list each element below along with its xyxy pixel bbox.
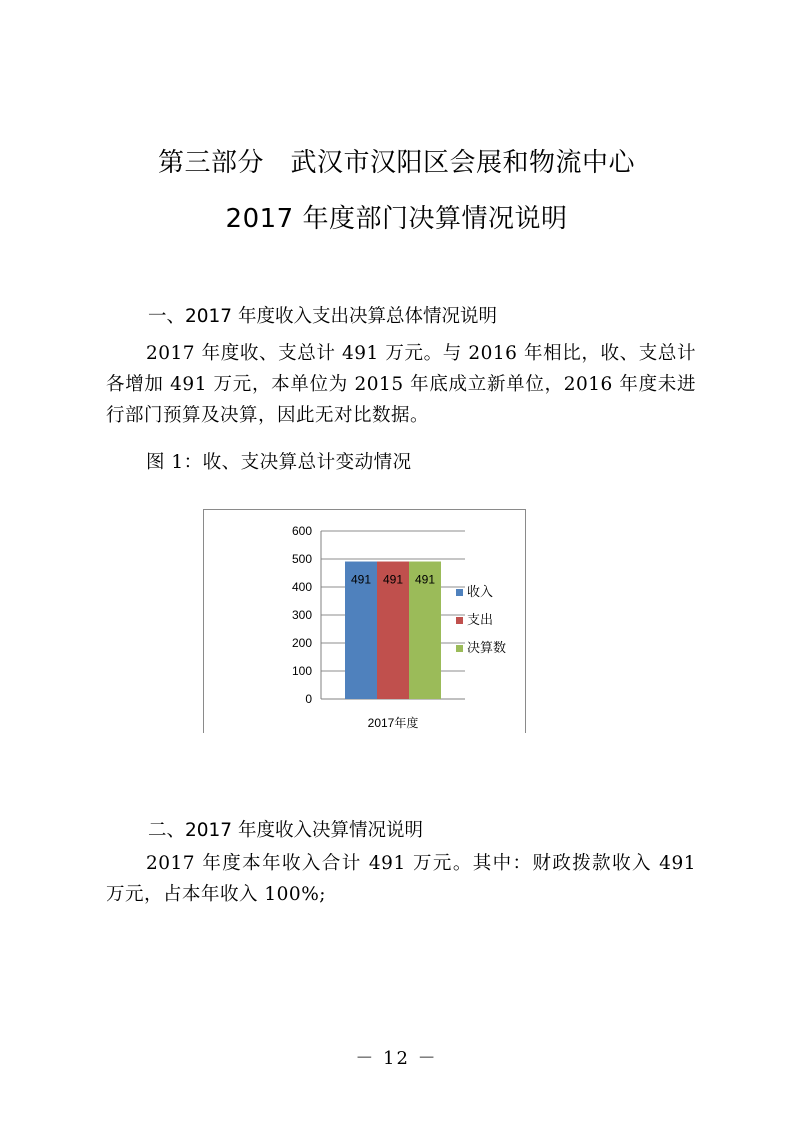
page-number: － 12 － bbox=[355, 1048, 438, 1069]
bar-data-label: 491 bbox=[414, 572, 436, 587]
legend-swatch-决算数 bbox=[456, 645, 463, 652]
section1-heading: 一、2017 年度收入支出决算总体情况说明 bbox=[148, 306, 497, 327]
y-tick-label: 0 bbox=[305, 692, 312, 706]
legend-label: 支出 bbox=[467, 612, 494, 627]
section2-heading: 二、2017 年度收入决算情况说明 bbox=[148, 820, 423, 841]
document-title-line1: 第三部分 武汉市汉阳区会展和物流中心 bbox=[157, 148, 635, 178]
y-tick-label: 400 bbox=[291, 580, 312, 594]
legend-swatch-收入 bbox=[456, 589, 463, 596]
bar-data-label: 491 bbox=[382, 572, 404, 587]
legend-label: 决算数 bbox=[467, 640, 507, 655]
y-tick-label: 200 bbox=[291, 636, 312, 650]
legend-label: 收入 bbox=[467, 584, 494, 599]
document-title-line2: 2017 年度部门决算情况说明 bbox=[225, 204, 568, 234]
income-expense-bar-chart bbox=[203, 509, 526, 733]
y-tick-label: 500 bbox=[291, 552, 312, 566]
legend-swatch-支出 bbox=[456, 617, 463, 624]
y-tick-label: 100 bbox=[291, 664, 312, 678]
section2-paragraph: 2017 年度本年收入合计 491 万元。其中：财政拨款收入 491 万元，占本年收入 100%; bbox=[106, 853, 696, 905]
y-tick-label: 600 bbox=[291, 524, 312, 538]
y-tick-label: 300 bbox=[291, 608, 312, 622]
section1-paragraph: 2017 年度收、支总计 491 万元。与 2016 年相比，收、支总计各增加 491 万元，本单位为 2015 年底成立新单位，2016 年度未进行部门预算及决算，因此无对比数据。 bbox=[106, 343, 696, 426]
figure-caption: 图 1：收、支决算总计变动情况 bbox=[146, 452, 412, 473]
bar-data-label: 491 bbox=[350, 572, 372, 587]
x-category-label: 2017年度 bbox=[367, 716, 419, 730]
